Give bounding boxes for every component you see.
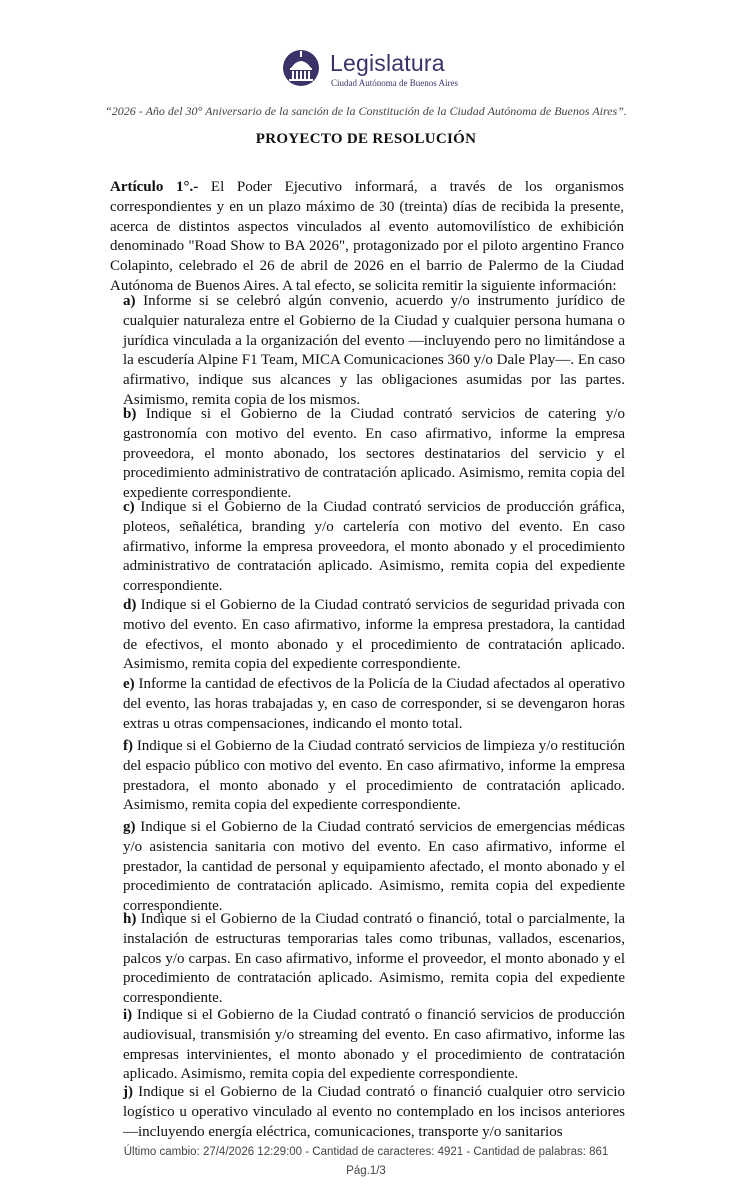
item-text: Indique si el Gobierno de la Ciudad contrató o financió cualquier otro servicio logístico u operativo vinculado al evento no contemplado en los incisos anteriores —incluyendo energía eléctrica, comunicaciones, transporte y/o sanitarios: [123, 1084, 625, 1140]
logo-subtitle: Ciudad Autónoma de Buenos Aires: [331, 78, 458, 88]
footer-meta: Último cambio: 27/4/2026 12:29:00 - Cantidad de caracteres: 4921 - Cantidad de palabras: 861: [123, 1146, 609, 1158]
list-item-c: [123, 498, 625, 597]
year-motto: “2026 - Año del 30° Aniversario de la sanción de la Constitución de la Ciudad Autónoma de Buenos Aires”.: [105, 104, 627, 118]
item-text: Indique si el Gobierno de la Ciudad contrató o financió, total o parcialmente, la instalación de estructuras temporarias tales como tribunas, vallados, escenarios, palcos y/o carpas. En caso afirmativo, informe el proveedor, el monto abonado y el procedimiento de contratación aplicado. Asimismo, remita copia del expediente correspondiente.: [123, 911, 625, 1007]
document-title: PROYECTO DE RESOLUCIÓN: [255, 131, 477, 147]
item-text: Informe si se celebró algún convenio, acuerdo y/o instrumento jurídico de cualquier naturaleza entre el Gobierno de la Ciudad y cualquier persona humana o jurídica vinculada a la organización del evento —incluyendo pero no limitándose a la escudería Alpine F1 Team, MICA Comunicaciones 360 y/o Dale Play—. En caso afirmativo, indique sus alcances y las obligaciones asumidas por las partes. Asimismo, remita copia de los mismos.: [123, 293, 625, 408]
list-item-g: [123, 818, 625, 917]
list-item-a: [123, 292, 625, 411]
page-footer: [0, 1143, 732, 1181]
item-letter: h): [123, 911, 137, 927]
list-item-e: [123, 675, 625, 734]
item-text: Indique si el Gobierno de la Ciudad contrató servicios de emergencias médicas y/o asistencia sanitaria con motivo del evento. En caso afirmativo, informe el prestador, la cantidad de personal y equipamiento afectado, el monto abonado y el procedimiento de contratación aplicado. Asimismo, remita copia del expediente correspondiente.: [123, 819, 625, 915]
legislatura-logo: [282, 48, 462, 96]
item-text: Indique si el Gobierno de la Ciudad contrató o financió servicios de producción audiovisual, transmisión y/o streaming del evento. En caso afirmativo, informe las empresas intervinientes, el monto abonado y el procedimiento de contratación aplicado. Asimismo, remita copia del expediente correspondiente.: [123, 1007, 625, 1083]
list-item-d: [123, 596, 625, 675]
page-number: Pág.1/3: [346, 1165, 386, 1177]
list-item-i: [123, 1006, 625, 1085]
item-letter: j): [123, 1084, 133, 1100]
legislature-dome-icon: [282, 48, 320, 88]
item-letter: g): [123, 819, 136, 835]
list-item-h: [123, 910, 625, 1009]
article-label: Artículo 1°.-: [110, 179, 199, 195]
item-text: Indique si el Gobierno de la Ciudad contrató servicios de producción gráfica, ploteos, señalética, branding y/o cartelería con motivo del evento. En caso afirmativo, informe la empresa proveedora, el monto abonado y el procedimiento administrativo de contratación aplicado. Asimismo, remita copia del expediente correspondiente.: [123, 499, 625, 595]
item-text: Informe la cantidad de efectivos de la Policía de la Ciudad afectados al operativo del evento, las horas trabajadas y, en caso de corresponder, si se devengaron horas extras u otras compensaciones, indicando el monto total.: [123, 676, 625, 732]
logo-name: Legislatura: [330, 50, 445, 76]
item-letter: b): [123, 406, 137, 422]
item-text: Indique si el Gobierno de la Ciudad contrató servicios de limpieza y/o restitución del espacio público con motivo del evento. En caso afirmativo, informe la empresa prestadora, el monto abonado y el procedimiento de contratación aplicado. Asimismo, remita copia del expediente correspondiente.: [123, 738, 625, 814]
article-1: [110, 178, 624, 297]
item-letter: d): [123, 597, 137, 613]
list-item-b: [123, 405, 625, 504]
item-text: Indique si el Gobierno de la Ciudad contrató servicios de seguridad privada con motivo del evento. En caso afirmativo, informe la empresa prestadora, la cantidad de efectivos, el monto abonado y el procedimiento de contratación aplicado. Asimismo, remita copia del expediente correspondiente.: [123, 597, 625, 673]
list-item-j: [123, 1083, 625, 1142]
item-letter: i): [123, 1007, 133, 1023]
list-item-f: [123, 737, 625, 816]
article-text: El Poder Ejecutivo informará, a través de los organismos correspondientes y en un plazo máximo de 30 (treinta) días de recibida la presente, acerca de distintos aspectos vinculados al evento automovilístico de exhibición denominado "Road Show to BA 2026", protagonizado por el piloto argentino Franco Colapinto, celebrado el 26 de abril de 2026 en el barrio de Palermo de la Ciudad Autónoma de Buenos Aires. A tal efecto, se solicita remitir la siguiente información:: [110, 179, 624, 294]
item-letter: f): [123, 738, 133, 754]
item-letter: e): [123, 676, 135, 692]
item-text: Indique si el Gobierno de la Ciudad contrató servicios de catering y/o gastronomía con motivo del evento. En caso afirmativo, informe la empresa proveedora, el monto abonado, los sectores destinatarios del servicio y el procedimiento administrativo de contratación aplicado. Asimismo, remita copia del expediente correspondiente.: [123, 406, 625, 502]
item-letter: a): [123, 293, 136, 309]
item-letter: c): [123, 499, 135, 515]
